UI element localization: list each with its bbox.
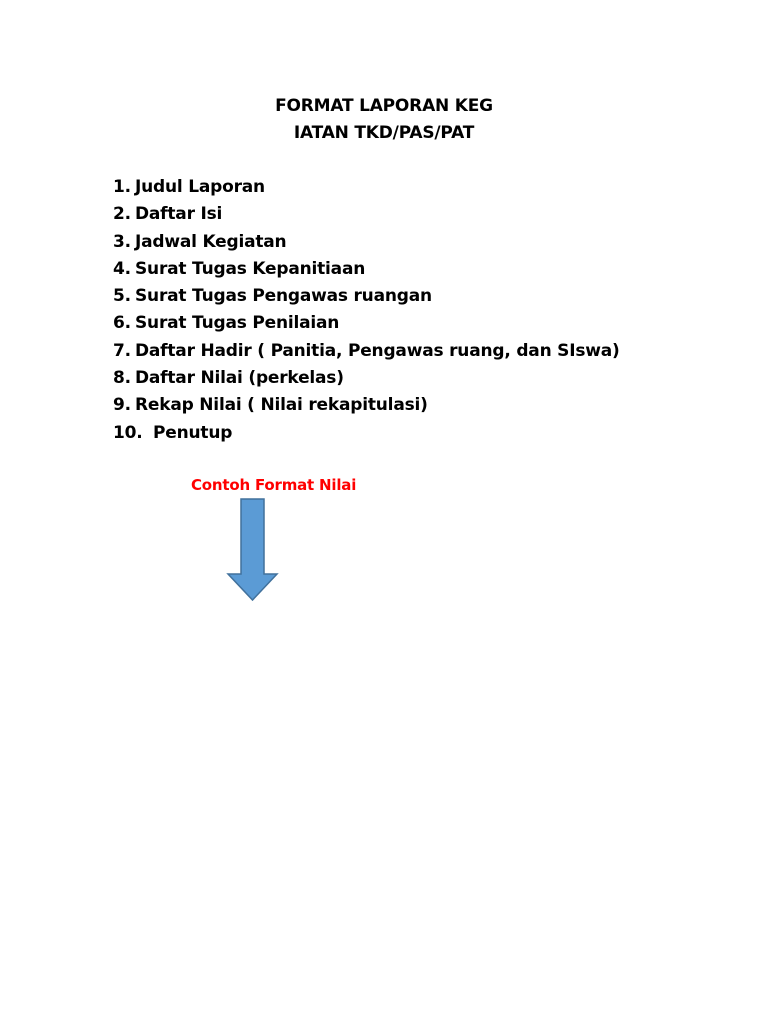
down-arrow-icon (226, 497, 280, 603)
list-item-text: Daftar Isi (135, 204, 223, 225)
down-arrow-shape (228, 499, 277, 600)
report-contents-list (113, 176, 620, 449)
list-item (113, 258, 620, 285)
list-item (113, 340, 620, 367)
list-item-number: 5. (113, 286, 131, 307)
list-item (113, 422, 620, 449)
list-item-number: 8. (113, 368, 131, 389)
list-item (113, 176, 620, 203)
list-item-text: Surat Tugas Penilaian (135, 313, 340, 334)
document-title-line-2: IATAN TKD/PAS/PAT (293, 123, 475, 143)
list-item-number: 2. (113, 204, 131, 225)
list-item-text: Surat Tugas Kepanitiaan (135, 258, 366, 279)
list-item-number: 9. (113, 395, 131, 416)
list-item-number: 7. (113, 340, 131, 361)
example-format-label: Contoh Format Nilai (191, 476, 357, 494)
list-item-number: 1. (113, 177, 131, 197)
list-item (113, 367, 620, 394)
list-item-text: Penutup (153, 422, 233, 443)
list-item-text: Surat Tugas Pengawas ruangan (135, 286, 432, 307)
list-item (113, 312, 620, 339)
list-item (113, 231, 620, 258)
list-item (113, 203, 620, 230)
list-item (113, 394, 620, 421)
list-item-number: 4. (113, 258, 131, 279)
document-title-line-1: FORMAT LAPORAN KEG (275, 96, 493, 116)
list-item-text: Daftar Hadir ( Panitia, Pengawas ruang, dan SIswa) (135, 340, 620, 361)
list-item-text: Jadwal Kegiatan (135, 231, 287, 252)
list-item-number: 3. (113, 231, 131, 252)
list-item-text: Rekap Nilai ( Nilai rekapitulasi) (135, 395, 428, 416)
list-item (113, 285, 620, 312)
list-item-text: Daftar Nilai (perkelas) (135, 368, 344, 389)
list-item-text: Judul Laporan (135, 177, 265, 197)
list-item-number: 6. (113, 313, 131, 334)
list-item-number: 10. (113, 422, 143, 443)
